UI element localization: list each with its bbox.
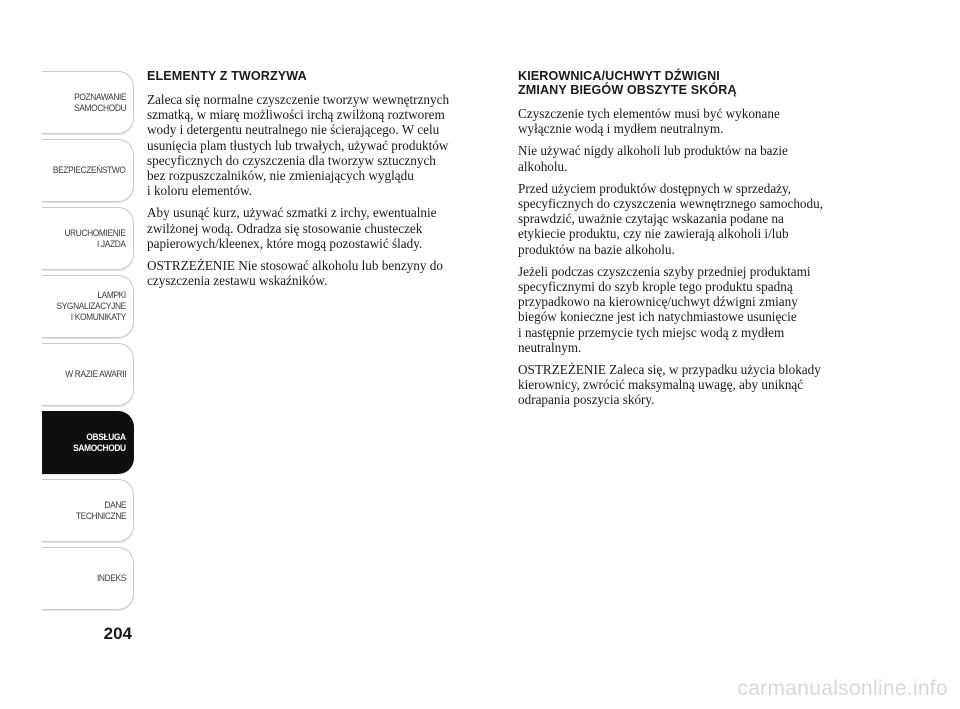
paragraph: Przed użyciem produktów dostępnych w sprzedaży, specyficznych do czyszczenia wewnętrznego samochodu, sprawdzić, uważnie czytając wskazania podane na etykiecie produktu, czy nie zawierają alkoholi i/lub produktów na bazie alkoholu. [518,180,824,257]
warning-paragraph: OSTRZEŻENIE Nie stosować alkoholu lub benzyny do czyszczenia zestawu wskaźników. [147,258,443,289]
paragraph: Jeżeli podczas czyszczenia szyby przedniej produktami specyficznymi do szyb krople tego produktu spadną przypadkowo na kierownicę/uchwyt dźwigni zmiany biegów konieczne jest ich natychmiastowe usunięcie i następnie przemycie tych miejsc wodą z mydłem neutralnym. [518,263,811,355]
warning-paragraph: OSTRZEŻENIE Zaleca się, w przypadku użycia blokady kierownicy, zwrócić maksymalną uwagę, aby uniknąć odrapania poszycia skóry. [518,362,821,408]
paragraph: Zaleca się normalne czyszczenie tworzyw wewnętrznych szmatką, w miarę możliwości irchą zwilżoną roztworem wody i detergentu neutralnego nie ścierającego. W celu usunięcia plam tłustych lub trwałych, używać produktów specyficznych do czyszczenia dla tworzyw sztucznych bez rozpuszczalników, nie zmieniających wyglądu i koloru elementów. [147,92,450,199]
tab-lampki-sygnalizacyjne[interactable] [42,275,134,338]
tab-label: INDEKS [96,573,126,584]
tab-dane-techniczne[interactable] [42,479,134,542]
tab-uruchomienie-i-jazda[interactable] [42,207,134,270]
paragraph: Aby usunąć kurz, używać szmatki z irchy, ewentualnie zwilżonej wodą. Odradza się stosowanie chusteczek papierowych/kleenex, które mogą pozostawić ślady. [147,205,437,251]
tab-label: LAMPKI SYGNALIZACYJNE I KOMUNIKATY [56,290,126,323]
tab-label: URUCHOMIENIE I JAZDA [64,227,126,250]
paragraph: Nie używać nigdy alkoholi lub produktów na bazie alkoholu. [518,143,788,174]
tab-w-razie-awarii[interactable] [42,343,134,406]
left-column [147,69,509,295]
page-number: 204 [103,624,132,643]
watermark: carmanualsonline.info [737,677,948,700]
section-heading: ELEMENTY Z TWORZYWA [147,69,307,83]
tab-label: W RAZIE AWARII [65,369,126,380]
paragraph: Czyszczenie tych elementów musi być wykonane wyłącznie wodą i mydłem neutralnym. [518,106,780,137]
tab-label: DANE TECHNICZNE [75,499,126,522]
right-column [518,69,880,415]
chapter-tabs [42,71,134,615]
tab-obsluga-samochodu[interactable] [42,411,134,474]
tab-label: POZNAWANIE SAMOCHODU [73,91,126,114]
section-heading: KIEROWNICA/UCHWYT DŹWIGNI ZMIANY BIEGÓW OBSZYTE SKÓRĄ [518,69,737,97]
tab-indeks[interactable] [42,547,134,610]
tab-label: OBSŁUGA SAMOCHODU [73,431,126,454]
tab-poznawanie-samochodu[interactable] [42,71,134,134]
tab-label: BEZPIECZEŃSTWO [53,165,126,176]
tab-bezpieczenstwo[interactable] [42,139,134,202]
